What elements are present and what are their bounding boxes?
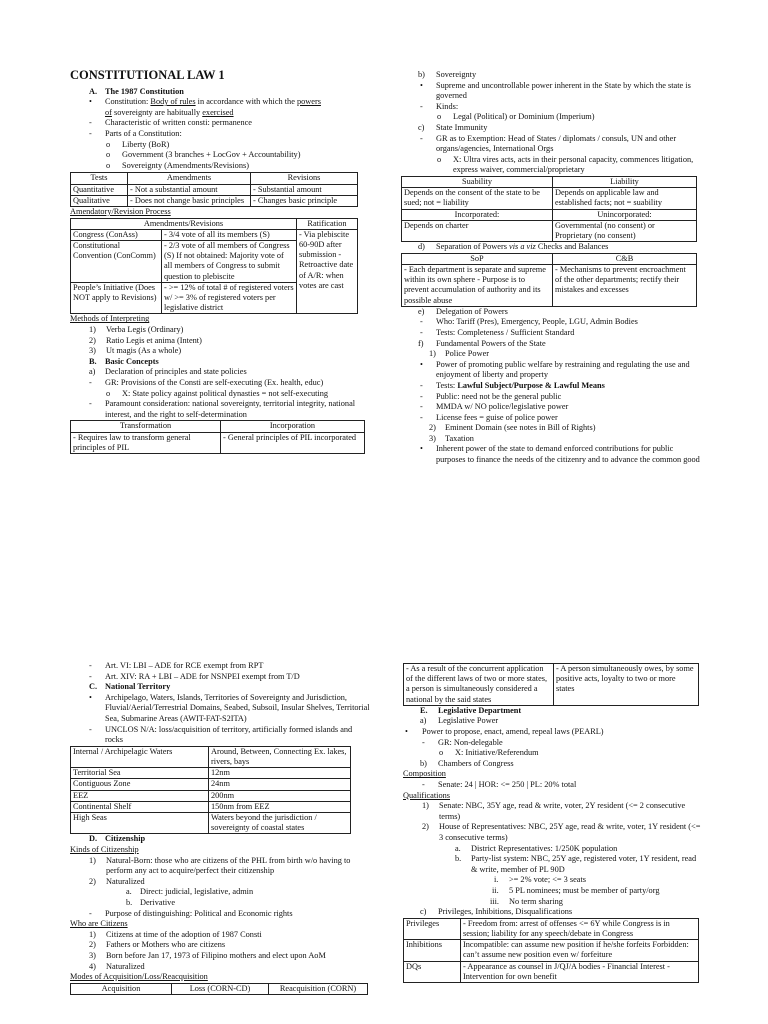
list-item: o Legal (Political) or Dominium (Imperium) (437, 112, 595, 122)
table-row: Territorial Sea 12nm (71, 768, 351, 779)
table-row: Depends on the consent of the state to be sued; not = liability Depends on applicable law and established facts; not = suability (402, 188, 697, 209)
amendatory-process-label: Amendatory/Revision Process (70, 206, 171, 216)
page2-left-column (70, 661, 370, 995)
list-item: ii. 5 PL nominees; must be member of party/org (492, 885, 660, 895)
separation-table: SoP C&B - Each department is separate and supreme within its own sphere - Purpose is to prevent accumulation of authority and its possible abuse - Mechanisms to prevent encroachment of the other departments; rectify their mistakes and excesses (401, 253, 697, 307)
list-item: - GR: Non-delegable (422, 737, 503, 747)
list-item: 2) Ratio Legis et anima (Intent) (89, 335, 202, 345)
list-item: 1) Verba Legis (Ordinary) (89, 324, 184, 334)
list-item: - GR: Provisions of the Consti are self-executing (Ex. health, educ) (89, 377, 324, 387)
section-c-heading: C. National Territory (89, 682, 171, 692)
list-item: 3) Taxation (429, 433, 474, 443)
characteristic-line: - Characteristic of written consti: permanence (89, 118, 252, 128)
list-item: i. >= 2% vote; <= 3 seats (494, 875, 587, 885)
table-row: Contiguous Zone 24nm (71, 779, 351, 790)
tests-table: Tests Amendments Revisions Quantitative - Not a substantial amount - Substantial amount Qualitative - Does not change basic principles - Changes basic principle (70, 172, 358, 207)
list-item: - License fees = guise of police power (420, 412, 558, 422)
list-item: b. Party-list system: NBC, 25Y age, registered voter, 1Y resident, read & write, member of PL 90D (455, 854, 697, 874)
list-item: • Inherent power of the state to demand enforced contributions for public purposes to finance the needs of the citizenry and to advance the common good (420, 444, 700, 465)
table-row: Constitutional Convention (ConComm) - 2/3 vote of all members of Congress (S) If not obtained: Majority vote of all members of Congress to submit question to plebiscite (71, 240, 358, 282)
kinds-label: Kinds of Citizenship (70, 844, 139, 854)
list-item: 2) House of Representatives: NBC, 25Y age, read & write, voter, 1Y resident (<= 3 consecutive terms) (422, 822, 701, 842)
table-row: High Seas Waters beyond the jurisdiction / sovereignty of coastal states (71, 812, 351, 833)
amendments-table: Amendments/Revisions Ratification Congress (ConAss) - 3/4 vote of all its members (S) - Via plebiscite 60-90D after submission - Retroactive date of A/R: when votes are cast Constitutional Convention (ConComm) - 2/3 vote of all members of Congress (S) If not obtained: Majority vote of all members of Congress to submit question to plebiscite People’s Initiative (Does NOT apply to Revisions) - >= 12% of total # of registered voters w/ >= 3% of registered voters per legislative district (70, 218, 358, 315)
list-item: - Senate: 24 | HOR: <= 250 | PL: 20% total (422, 779, 577, 789)
list-item: - Art. XIV: RA + LBI – ADE for NSNPEI exempt from T/D (89, 671, 300, 681)
list-item: f) Fundamental Powers of the State (418, 338, 546, 348)
waters-table (70, 746, 351, 835)
list-item: c) State Immunity (418, 122, 488, 132)
table-row: Qualitative - Does not change basic principles - Changes basic principle (71, 195, 358, 206)
list-item: o Sovereignty (Amendments/Revisions) (106, 160, 249, 170)
list-item: - Tests: Lawful Subject/Purpose & Lawful Means (420, 380, 605, 390)
list-item: iii. No term sharing (490, 896, 563, 906)
table-row: - Requires law to transform general principles of PIL - General principles of PIL incorporated (71, 432, 365, 453)
list-item: • Archipelago, Waters, Islands, Territories of Sovereignty and Jurisdiction, Fluvial/Aerial/Terrestrial Domains, Seabed, Subsoil, Insular Shelves, Territorial Sea, Submarine Areas (AWIT-FAT-S2ITA) (89, 692, 370, 723)
list-item: 1) Senate: NBC, 35Y age, read & write, voter, 2Y resident (<= 2 consecutive terms) (422, 801, 686, 821)
list-item: 4) Naturalized (89, 961, 145, 971)
who-label: Who are Citizens (70, 919, 128, 929)
list-item: e) Delegation of Powers (418, 306, 508, 316)
table-row: - As a result of the concurrent application of the different laws of two or more states, a person is simultaneously considered a national by the said states - A person simultaneously owes, by some positive acts, loyalty to two or more states (404, 664, 699, 706)
table-row: EEZ 200nm (71, 790, 351, 801)
table-row: Depends on charter Governmental (no consent) or Proprietary (no consent) (402, 220, 697, 241)
list-item: o X: Initiative/Referendum (439, 748, 539, 758)
list-item: o Government (3 branches + LocGov + Accountability) (106, 150, 301, 160)
list-item: b. Derivative (126, 897, 176, 907)
table-row: Quantitative - Not a substantial amount - Substantial amount (71, 184, 358, 195)
list-item: 2) Eminent Domain (see notes in Bill of Rights) (429, 423, 596, 433)
table-row: Continental Shelf 150nm from EEZ (71, 801, 351, 812)
page1-left-column (70, 70, 370, 454)
table-row: Privileges - Freedom from: arrest of offenses <= 6Y while Congress is in session; liability for any speech/debate in Congress (404, 918, 699, 939)
qualifications-label: Qualifications (403, 790, 451, 800)
list-item: d) Separation of Powers vis a viz Checks and Balances (418, 242, 609, 252)
section-b-heading: B. Basic Concepts (89, 356, 159, 366)
list-item: o Liberty (BoR) (106, 139, 170, 149)
modes-table: Acquisition Loss (CORN-CD) Reacquisition (CORN) (70, 983, 368, 995)
list-item: - Who: Tariff (Pres), Emergency, People, LGU, Admin Bodies (420, 317, 638, 327)
constitution-definition: • Constitution: Body of rules in accordance with which the powers of sovereignty are habitually exercised (89, 97, 321, 117)
list-item: • Power of promoting public welfare by restraining and regulating the use and enjoyment of liberty and property (420, 359, 690, 380)
document-title: CONSTITUTIONAL LAW 1 (70, 68, 225, 82)
list-item: - Paramount consideration: national sovereignty, territorial integrity, national interest, and the right to self-determination (89, 399, 356, 419)
table-row: Incorporated: Unincorporated: (402, 209, 697, 220)
table-row: People’s Initiative (Does NOT apply to Revisions) - >= 12% of total # of registered voters w/ >= 3% of registered voters per legislative district (71, 282, 358, 314)
list-item: o X: State policy against political dynasties = not self-executing (106, 388, 329, 398)
list-item: b) Chambers of Congress (420, 758, 514, 768)
list-item: a. District Representatives: 1/250K population (455, 843, 618, 853)
transformation-table: Transformation Incorporation - Requires law to transform general principles of PIL - General principles of PIL incorporated (70, 420, 365, 454)
list-item: - Public: need not be the general public (420, 391, 562, 401)
list-item: - Tests: Completeness / Sufficient Standard (420, 327, 575, 337)
methods-label: Methods of Interpreting (70, 314, 150, 324)
section-a-heading: A. The 1987 Constitution (89, 86, 184, 96)
list-item: - MMDA w/ NO police/legislative power (420, 402, 569, 412)
list-item: 1) Citizens at time of the adoption of 1987 Consti (89, 929, 262, 939)
list-item: 2) Naturalized (89, 876, 145, 886)
list-item: 1) Police Power (429, 349, 490, 359)
dual-citizenship-table (403, 663, 699, 706)
list-item: c) Privileges, Inhibitions, Disqualifications (420, 907, 573, 917)
list-item: a) Declaration of principles and state policies (89, 367, 247, 377)
list-item: 3) Born before Jan 17, 1973 of Filipino mothers and elect upon AoM (89, 950, 326, 960)
list-item: o X: Ultra vires acts, acts in their personal capacity, commences litigation, express waiver, commercial/proprietary (437, 154, 694, 175)
modes-label: Modes of Acquisition/Loss/Reacquisition (70, 972, 208, 982)
list-item: a. Direct: judicial, legislative, admin (126, 887, 254, 897)
list-item: - Kinds: (420, 101, 459, 111)
list-item: • Supreme and uncontrollable power inherent in the State by which the state is governed (420, 80, 691, 101)
section-d-heading: D. Citizenship (89, 834, 146, 844)
section-e-heading: E. Legislative Department (420, 705, 522, 715)
table-row: Congress (ConAss) - 3/4 vote of all its members (S) - Via plebiscite 60-90D after submission - Retroactive date of A/R: when votes are cast (71, 229, 358, 240)
list-item: - Art. VI: LBI – ADE for RCE exempt from RPT (89, 661, 264, 670)
list-item: • Power to propose, enact, amend, repeal laws (PEARL) (405, 727, 604, 736)
table-row: Inhibitions Incompatible: can assume new position if he/she forfeits Forbidden: can’t assume new position even w/ forfeiture (404, 940, 699, 961)
page2-right-column (403, 663, 703, 983)
list-item: b) Sovereignty (418, 70, 477, 79)
composition-label: Composition (403, 769, 446, 779)
page1-right-column (401, 70, 701, 466)
list-item: - GR as to Exemption: Head of States / diplomats / consuls, UN and other organs/agencies, International Orgs (420, 133, 677, 154)
list-item: - Purpose of distinguishing: Political and Economic rights (89, 908, 293, 918)
list-item: 3) Ut magis (As a whole) (89, 346, 182, 356)
list-item: a) Legislative Power (420, 716, 499, 726)
table-row: Internal / Archipelagic Waters Around, Between, Connecting Ex. lakes, rivers, bays (71, 746, 351, 767)
parts-heading: - Parts of a Constitution: (89, 128, 182, 138)
list-item: 2) Fathers or Mothers who are citizens (89, 940, 226, 950)
privileges-table (403, 918, 699, 983)
list-item: - UNCLOS N/A: loss/acquisition of territory, artificially formed islands and rocks (89, 724, 353, 745)
table-row: - Each department is separate and supreme within its own sphere - Purpose is to prevent accumulation of authority and its possible abuse - Mechanisms to prevent encroachment of the other departments; rectify their mistakes and excesses (402, 264, 697, 306)
table-row: DQs - Appearance as counsel in J/QJ/A bodies - Financial Interest - Intervention for own benefit (404, 961, 699, 982)
list-item: 1) Natural-Born: those who are citizens of the PHL from birth w/o having to perform any act to acquire/perfect their citizenship (89, 855, 351, 876)
suability-table: Suability Liability Depends on the consent of the state to be sued; not = liability Depends on applicable law and established facts; not = suability Incorporated: Unincorporated: Depends on charter Governmental (no consent) or Proprietary (no consent) (401, 176, 697, 242)
